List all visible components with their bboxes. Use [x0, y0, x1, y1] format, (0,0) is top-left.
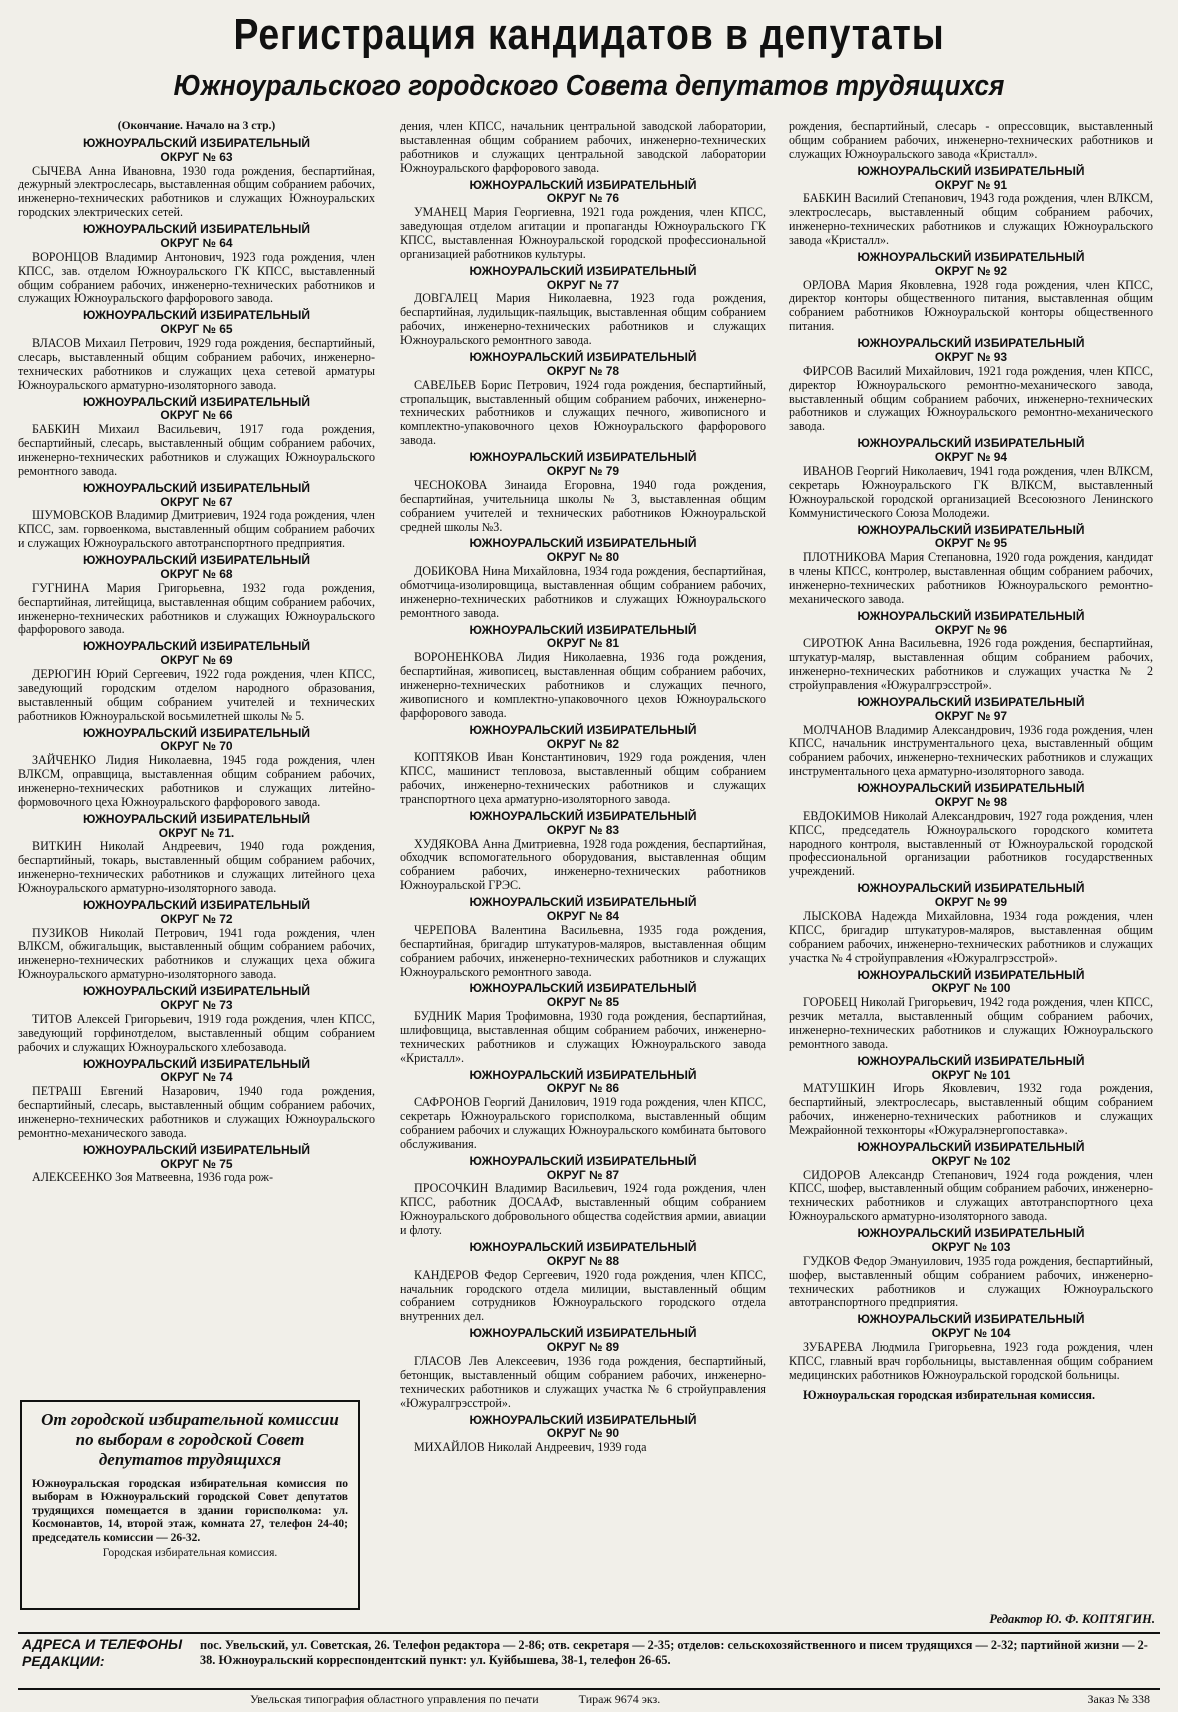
district-heading: ЮЖНОУРАЛЬСКИЙ ИЗБИРАТЕЛЬНЫЙ — [83, 1056, 310, 1071]
district-entry — [18, 727, 375, 810]
district-number: ОКРУГ № 71. — [158, 825, 235, 840]
candidate-text: ДОВГАЛЕЦ Мария Николаевна, 1923 года рождения, беспартийная, лудильщик-паяльщик, выставленная общим собранием рабочих, инженерно-технических работников и служащих Южноуральского ремонтного завода. — [400, 291, 766, 348]
candidate-text: АЛЕКСЕЕНКО Зоя Матвеевна, 1936 года рож- — [32, 1170, 273, 1185]
candidate-text: ДЕРЮГИН Юрий Сергеевич, 1922 года рождения, член КПСС, заведующий городским отделом народного образования, выставленный общим собранием учителей и технических работников Южноуральской восьмилетней школы № 5. — [18, 666, 375, 723]
district-number: ОКРУГ № 84 — [546, 908, 620, 923]
candidate-text: ГУДКОВ Федор Эмануилович, 1935 года рождения, беспартийный, шофер, выставленный общим собранием рабочих, инженерно-технических работников и служащих Южноуральского автотранспортного предприятия. — [789, 1253, 1153, 1310]
district-entry — [789, 610, 1153, 693]
column-2 — [400, 120, 766, 1610]
district-heading: ЮЖНОУРАЛЬСКИЙ ИЗБИРАТЕЛЬНЫЙ — [83, 811, 310, 826]
district-number: ОКРУГ № 76 — [546, 191, 620, 206]
continued-text: дения, член КПСС, начальник центральной заводской лаборатории, выставленная общим собранием рабочих, инженерно-технических работников и служащих центральной заводской лаборатории Южноуральского фарфорового завода. — [400, 120, 766, 175]
column-1 — [18, 120, 375, 1610]
district-heading: ЮЖНОУРАЛЬСКИЙ ИЗБИРАТЕЛЬНЫЙ — [857, 522, 1085, 537]
district-heading: ЮЖНОУРАЛЬСКИЙ ИЗБИРАТЕЛЬНЫЙ — [469, 895, 697, 910]
candidate-text: ШУМОВСКОВ Владимир Дмитриевич, 1924 года рождения, член КПСС, зам. горвоенкома, выставленный общим собранием рабочих и служащих Южноуральского автотранспортного предприятия. — [18, 508, 375, 551]
district-number: ОКРУГ № 99 — [934, 895, 1008, 910]
district-number: ОКРУГ № 101 — [931, 1067, 1011, 1082]
district-entry — [400, 1069, 766, 1152]
page-subtitle: Южноуральского городского Совета депутатов трудящихся — [173, 70, 1005, 102]
candidate-text: ВОРОНЕНКОВА Лидия Николаевна, 1936 года рождения, беспартийная, живописец, выставленная общим собранием рабочих, инженерно-технических работников и служащих печного, живописного и комплектно-упаковочного цехов Южноуральского фарфорового завода. — [400, 650, 766, 720]
candidate-text: ЛЫСКОВА Надежда Михайловна, 1934 года рождения, член КПСС, бригадир штукатуров-маляров, выставленная общим собранием рабочих, инженерно-технических работников и служащих участка № 4 стройуправления «Южуралгрэсстрой». — [789, 908, 1153, 965]
candidate-text: ПРОСОЧКИН Владимир Васильевич, 1924 года рождения, член КПСС, работник ДОСААФ, выставленный общим собранием Южноуральского добровольного общества содействия армии, авиации и флоту. — [400, 1181, 766, 1238]
district-number: ОКРУГ № 90 — [546, 1426, 620, 1441]
imprint-footer — [250, 1692, 1150, 1707]
district-heading: ЮЖНОУРАЛЬСКИЙ ИЗБИРАТЕЛЬНЫЙ — [83, 1142, 310, 1157]
district-entry — [400, 810, 766, 893]
district-entry — [400, 1327, 766, 1410]
district-heading: ЮЖНОУРАЛЬСКИЙ ИЗБИРАТЕЛЬНЫЙ — [857, 163, 1085, 178]
district-entry — [789, 524, 1153, 607]
district-heading: ЮЖНОУРАЛЬСКИЙ ИЗБИРАТЕЛЬНЫЙ — [469, 1326, 697, 1341]
district-entry — [18, 223, 375, 306]
district-entry — [789, 882, 1153, 965]
candidate-text: КОПТЯКОВ Иван Константинович, 1929 года рождения, член КПСС, машинист тепловоза, выставленный общим собранием рабочих, инженерно-технических работников и служащих транспортного цеха арматурно-изоляторного завода. — [400, 750, 766, 807]
district-number: ОКРУГ № 64 — [160, 235, 233, 250]
district-number: ОКРУГ № 86 — [546, 1081, 620, 1096]
district-heading: ЮЖНОУРАЛЬСКИЙ ИЗБИРАТЕЛЬНЫЙ — [83, 135, 310, 150]
candidate-text: МАТУШКИН Игорь Яковлевич, 1932 года рождения, беспартийный, электрослесарь, выставленный общим собранием рабочих, инженерно-технических работников и служащих Межрайонной техконторы «Южуралэнергопоставка». — [789, 1081, 1153, 1138]
district-entry — [18, 1144, 375, 1186]
district-heading: ЮЖНОУРАЛЬСКИЙ ИЗБИРАТЕЛЬНЫЙ — [83, 984, 310, 999]
district-number: ОКРУГ № 89 — [546, 1340, 620, 1355]
district-number: ОКРУГ № 92 — [934, 263, 1008, 278]
district-entry — [789, 437, 1153, 520]
district-heading: ЮЖНОУРАЛЬСКИЙ ИЗБИРАТЕЛЬНЫЙ — [469, 350, 697, 365]
district-entry — [400, 265, 766, 348]
printer-name: Увельская типография областного управления по печати — [250, 1692, 539, 1706]
district-heading: ЮЖНОУРАЛЬСКИЙ ИЗБИРАТЕЛЬНЫЙ — [83, 308, 310, 323]
candidate-text: ГУГНИНА Мария Григорьевна, 1932 года рождения, беспартийная, литейщица, выставленная общим собранием рабочих, инженерно-технических работников и служащих Южноуральского фарфорового завода. — [18, 580, 375, 637]
candidate-text: ВОРОНЦОВ Владимир Антонович, 1923 года рождения, член КПСС, зав. отделом Южноуральского ГК КПСС, выставленный общим собранием рабочих, инженерно-технических работников и служащих Южноуральского фарфорового завода. — [18, 249, 375, 306]
district-heading: ЮЖНОУРАЛЬСКИЙ ИЗБИРАТЕЛЬНЫЙ — [83, 222, 310, 237]
district-heading: ЮЖНОУРАЛЬСКИЙ ИЗБИРАТЕЛЬНЫЙ — [857, 967, 1085, 982]
candidate-text: ЗУБАРЕВА Людмила Григорьевна, 1923 года рождения, член КПСС, главный врач горбольницы, выставленная общим собранием медицинских работников Южноуральской городской больницы. — [789, 1339, 1153, 1382]
district-heading: ЮЖНОУРАЛЬСКИЙ ИЗБИРАТЕЛЬНЫЙ — [469, 263, 697, 278]
candidate-text: ПЕТРАШ Евгений Назарович, 1940 года рождения, беспартийный, слесарь, выставленный общим собранием рабочих, инженерно-технических работников и служащих Южноуральского ремонтно-механического завода. — [18, 1084, 375, 1140]
district-entry — [789, 1313, 1153, 1382]
candidate-text: СИРОТЮК Анна Васильевна, 1926 года рождения, беспартийная, штукатур-маляр, выставленная общим собранием рабочих, инженерно-технических работников и служащих участка № 2 стройуправления «Южуралгрэсстрой». — [789, 636, 1153, 693]
candidate-text: ЧЕРЕПОВА Валентина Васильевна, 1935 года рождения, беспартийная, бригадир штукатуров-маляров, выставленная общим собранием рабочих, инженерно-технических работников и служащих Южноуральского ремонтного завода. — [400, 922, 766, 979]
candidate-text: ИВАНОВ Георгий Николаевич, 1941 года рождения, член ВЛКСМ, секретарь Южноуральского ГК ВЛКСМ, выставленный Южноуральской городской организацией Всесоюзного Ленинского Коммунистического Союза Молодежи. — [789, 463, 1153, 520]
district-number: ОКРУГ № 87 — [546, 1167, 620, 1182]
district-number: ОКРУГ № 73 — [160, 997, 233, 1012]
district-number: ОКРУГ № 94 — [934, 450, 1008, 465]
district-number: ОКРУГ № 82 — [546, 736, 620, 751]
notice-title: От городской избирательной комиссии по выборам в городской Совет депутатов трудящихся — [41, 1410, 339, 1469]
district-heading: ЮЖНОУРАЛЬСКИЙ ИЗБИРАТЕЛЬНЫЙ — [857, 781, 1085, 796]
district-number: ОКРУГ № 97 — [934, 708, 1008, 723]
district-heading: ЮЖНОУРАЛЬСКИЙ ИЗБИРАТЕЛЬНЫЙ — [83, 394, 310, 409]
district-heading: ЮЖНОУРАЛЬСКИЙ ИЗБИРАТЕЛЬНЫЙ — [857, 1312, 1085, 1327]
district-heading: ЮЖНОУРАЛЬСКИЙ ИЗБИРАТЕЛЬНЫЙ — [857, 608, 1085, 623]
district-heading: ЮЖНОУРАЛЬСКИЙ ИЗБИРАТЕЛЬНЫЙ — [469, 722, 697, 737]
district-heading: ЮЖНОУРАЛЬСКИЙ ИЗБИРАТЕЛЬНЫЙ — [469, 808, 697, 823]
candidate-text: УМАНЕЦ Мария Георгиевна, 1921 года рождения, член КПСС, заведующая отделом агитации и пропаганды Южноуральского ГК КПСС, выставленная Южноуральской городской профессиональной организацией работников культуры. — [400, 205, 766, 261]
district-number: ОКРУГ № 85 — [546, 995, 620, 1010]
district-heading: ЮЖНОУРАЛЬСКИЙ ИЗБИРАТЕЛЬНЫЙ — [83, 553, 310, 568]
district-number: ОКРУГ № 93 — [934, 349, 1008, 364]
district-number: ОКРУГ № 66 — [160, 408, 233, 423]
candidate-text: МОЛЧАНОВ Владимир Александрович, 1936 года рождения, член КПСС, начальник инструментального цеха, выставленный общим собранием рабочих, инженерно-технических работников и служащих инструментального цеха арматурно-изоляторного завода. — [789, 722, 1153, 779]
district-heading: ЮЖНОУРАЛЬСКИЙ ИЗБИРАТЕЛЬНЫЙ — [857, 336, 1085, 351]
district-entry — [789, 251, 1153, 334]
candidate-text: ОРЛОВА Мария Яковлевна, 1928 года рождения, член КПСС, директор конторы общественного питания, выставленная общим собранием работников Южноуральской конторы общественного питания. — [789, 277, 1153, 334]
candidate-text: САВЕЛЬЕВ Борис Петрович, 1924 года рождения, беспартийный, стропальщик, выставленный общим собранием рабочих, инженерно-технических работников и служащих печного, живописного и комплектно-упаковочного цехов Южноуральского фарфорового завода. — [400, 377, 766, 448]
district-heading: ЮЖНОУРАЛЬСКИЙ ИЗБИРАТЕЛЬНЫЙ — [857, 1226, 1085, 1241]
district-number: ОКРУГ № 96 — [934, 622, 1008, 637]
district-heading: ЮЖНОУРАЛЬСКИЙ ИЗБИРАТЕЛЬНЫЙ — [83, 639, 310, 654]
district-heading: ЮЖНОУРАЛЬСКИЙ ИЗБИРАТЕЛЬНЫЙ — [857, 1053, 1085, 1068]
district-entry — [789, 165, 1153, 248]
district-entry — [789, 969, 1153, 1052]
district-number: ОКРУГ № 91 — [934, 177, 1008, 192]
candidate-text: СИДОРОВ Александр Степанович, 1924 года рождения, член КПСС, шофер, выставленный общим собранием рабочих, инженерно-технических работников и служащих автотранспортного цеха Южноуральского арматурно-изоляторного завода. — [789, 1167, 1153, 1224]
candidate-text: ЗАЙЧЕНКО Лидия Николаевна, 1945 года рождения, член ВЛКСМ, оправщица, выставленная общим собранием рабочих, инженерно-технических работников и служащих литейно-формовочного цеха Южноуральского фарфорового завода. — [18, 753, 375, 809]
district-entry — [789, 1055, 1153, 1138]
district-heading: ЮЖНОУРАЛЬСКИЙ ИЗБИРАТЕЛЬНЫЙ — [857, 694, 1085, 709]
district-number: ОКРУГ № 80 — [546, 550, 620, 565]
district-heading: ЮЖНОУРАЛЬСКИЙ ИЗБИРАТЕЛЬНЫЙ — [857, 1139, 1085, 1154]
district-number: ОКРУГ № 63 — [160, 149, 233, 164]
divider-bottom — [18, 1688, 1160, 1690]
district-entry — [789, 782, 1153, 879]
district-entry — [18, 1058, 375, 1141]
candidate-text: ПЛОТНИКОВА Мария Степановна, 1920 года рождения, кандидат в члены КПСС, контролер, выставленная общим собранием рабочих, инженерно-технических работников Южноуральского ремонтно-механического завода. — [789, 550, 1153, 606]
district-entry — [18, 554, 375, 637]
district-heading: ЮЖНОУРАЛЬСКИЙ ИЗБИРАТЕЛЬНЫЙ — [469, 177, 697, 192]
district-entry — [400, 982, 766, 1065]
district-number: ОКРУГ № 69 — [160, 653, 233, 668]
district-entry — [400, 896, 766, 979]
notice-signature: Городская избирательная комиссия. — [102, 1547, 278, 1560]
candidate-text: СЫЧЕВА Анна Ивановна, 1930 года рождения, беспартийная, дежурный электрослесарь, выставленная общим собранием рабочих, инженерно-технических работников и служащих Южноуральских городских электрических сетей. — [18, 163, 375, 220]
district-number: ОКРУГ № 79 — [546, 463, 620, 478]
intro-note: (Окончание. Начало на 3 стр.) — [117, 120, 276, 132]
candidate-text: ХУДЯКОВА Анна Дмитриевна, 1928 года рождения, беспартийная, обходчик вспомогательного оборудования, выставленная общим собранием рабочих, инженерно-технических работников Южноуральской ГРЭС. — [400, 836, 766, 893]
district-number: ОКРУГ № 67 — [160, 494, 233, 509]
candidate-text: ФИРСОВ Василий Михайлович, 1921 года рождения, член КПСС, директор Южноуральского ремонтно-механического завода, выставленный общим собранием рабочих, инженерно-технических работников и служащих Южноуральского ремонтно-механического завода. — [789, 363, 1153, 434]
district-heading: ЮЖНОУРАЛЬСКИЙ ИЗБИРАТЕЛЬНЫЙ — [857, 249, 1085, 264]
candidate-text: БАБКИН Василий Степанович, 1943 года рождения, член ВЛКСМ, электрослесарь, выставленный общим собранием рабочих, инженерно-технических работников и служащих Южноуральского завода «Кристалл». — [789, 191, 1153, 248]
district-heading: ЮЖНОУРАЛЬСКИЙ ИЗБИРАТЕЛЬНЫЙ — [83, 480, 310, 495]
district-heading: ЮЖНОУРАЛЬСКИЙ ИЗБИРАТЕЛЬНЫЙ — [857, 881, 1085, 896]
candidate-text: ДОБИКОВА Нина Михайловна, 1934 года рождения, беспартийная, обмотчица-изолировщица, выставленная общим собранием рабочих, инженерно-технических работников и служащих Южноуральского ремонтного завода. — [400, 564, 766, 620]
candidate-text: БАБКИН Михаил Васильевич, 1917 года рождения, беспартийный, слесарь, выставленный общим собранием рабочих, инженерно-технических работников и служащих Южноуральского ремонтного завода. — [18, 422, 375, 478]
district-heading: ЮЖНОУРАЛЬСКИЙ ИЗБИРАТЕЛЬНЫЙ — [469, 536, 697, 551]
district-entry — [400, 1155, 766, 1238]
district-heading: ЮЖНОУРАЛЬСКИЙ ИЗБИРАТЕЛЬНЫЙ — [83, 725, 310, 740]
district-number: ОКРУГ № 70 — [160, 739, 233, 754]
district-number: ОКРУГ № 100 — [931, 981, 1011, 996]
election-commission-notice — [20, 1400, 360, 1610]
address-label: АДРЕСА И ТЕЛЕФОНЫ РЕДАКЦИИ: — [22, 1636, 183, 1669]
district-number: ОКРУГ № 75 — [160, 1156, 233, 1171]
commission-signature: Южноуральская городская избирательная комиссия. — [803, 1387, 1095, 1402]
continued-text: рождения, беспартийный, слесарь - опрессовщик, выставленный общим собранием рабочих, инженерно-технических работников и служащих Южноуральского завода «Кристалл». — [789, 120, 1153, 161]
district-number: ОКРУГ № 88 — [546, 1253, 620, 1268]
district-heading: ЮЖНОУРАЛЬСКИЙ ИЗБИРАТЕЛЬНЫЙ — [857, 436, 1085, 451]
district-entry — [789, 1227, 1153, 1310]
district-entry — [400, 1414, 766, 1456]
district-number: ОКРУГ № 77 — [546, 277, 620, 292]
district-number: ОКРУГ № 81 — [546, 636, 620, 651]
district-number: ОКРУГ № 78 — [546, 363, 620, 378]
district-number: ОКРУГ № 72 — [160, 911, 233, 926]
district-entry — [18, 899, 375, 982]
district-number: ОКРУГ № 103 — [931, 1239, 1011, 1254]
district-number: ОКРУГ № 95 — [934, 536, 1008, 551]
district-entry — [18, 396, 375, 479]
address-text: пос. Увельский, ул. Советская, 26. Телефон редактора — 2-86; отв. секретаря — 2-35; отделов: сельскохозяйственного и писем трудящихся — 2-32; партийной жизни — 2-38. Южноуральский корреспондентский пункт: ул. Куйбышева, 38-1, телефон 26-65. — [200, 1638, 1148, 1667]
candidate-text: ЧЕСНОКОВА Зинаида Егоровна, 1940 года рождения, беспартийная, учительница школы № 3, выставленная общим собранием учителей и технических работников Южноуральской средней школы №3. — [400, 477, 766, 534]
district-heading: ЮЖНОУРАЛЬСКИЙ ИЗБИРАТЕЛЬНЫЙ — [469, 622, 697, 637]
candidate-text: БУДНИК Мария Трофимовна, 1930 года рождения, беспартийная, шлифовщица, выставленная общим собранием рабочих, инженерно-технических работников и служащих Южноуральского завода «Кристалл». — [400, 1009, 766, 1065]
district-number: ОКРУГ № 102 — [931, 1153, 1011, 1168]
district-entry — [18, 813, 375, 896]
district-entry — [400, 1241, 766, 1324]
district-number: ОКРУГ № 74 — [160, 1070, 233, 1085]
district-number: ОКРУГ № 68 — [160, 566, 233, 581]
district-heading: ЮЖНОУРАЛЬСКИЙ ИЗБИРАТЕЛЬНЫЙ — [469, 1153, 697, 1168]
candidate-text: МИХАЙЛОВ Николай Андреевич, 1939 года — [414, 1440, 647, 1455]
district-number: ОКРУГ № 104 — [931, 1326, 1011, 1341]
candidate-text: ВЛАСОВ Михаил Петрович, 1929 года рождения, беспартийный, слесарь, выставленный общим собранием рабочих, инженерно-технических работников и служащих цеха сетевой арматуры Южноуральского арматурно-изоляторного завода. — [18, 335, 375, 392]
page-title: Регистрация кандидатов в депутаты — [233, 10, 945, 59]
candidate-text: ВИТКИН Николай Андреевич, 1940 года рождения, беспартийный, токарь, выставленный общим собранием рабочих, инженерно-технических работников и служащих литейного цеха Южноуральского арматурно-изоляторного завода. — [18, 839, 375, 896]
district-heading: ЮЖНОУРАЛЬСКИЙ ИЗБИРАТЕЛЬНЫЙ — [469, 450, 697, 465]
candidate-text: ГОРОБЕЦ Николай Григорьевич, 1942 года рождения, член КПСС, резчик металла, выставленный общим собранием рабочих, инженерно-технических работников и служащих Южноуральского ремонтного завода. — [789, 995, 1153, 1051]
candidate-text: САФРОНОВ Георгий Данилович, 1919 года рождения, член КПСС, секретарь Южноуральского горисполкома, выставленный общим собранием рабочих и служащих Южноуральского комбината бытового обслуживания. — [400, 1095, 766, 1151]
district-entry — [400, 451, 766, 534]
district-number: ОКРУГ № 83 — [546, 822, 620, 837]
candidate-text: КАНДЕРОВ Федор Сергеевич, 1920 года рождения, член КПСС, начальник городского отдела милиции, выставленный общим собранием сотрудников Южноуральского городского отдела внутренних дел. — [400, 1267, 766, 1324]
candidate-text: ЕВДОКИМОВ Николай Александрович, 1927 года рождения, член КПСС, председатель Южноуральского городского комитета народного контроля, выставленный от Южноуральской городской профессиональной организации работников государственных учреждений. — [789, 808, 1153, 879]
order-number: Заказ № 338 — [1087, 1692, 1150, 1706]
divider-top — [18, 1632, 1160, 1634]
district-entry — [400, 624, 766, 721]
district-entry — [18, 482, 375, 551]
candidate-text: ТИТОВ Алексей Григорьевич, 1919 года рождения, член КПСС, заведующий горфинотделом, выставленный общим собранием рабочих и служащих Южноуральского хлебозавода. — [18, 1011, 375, 1054]
district-number: ОКРУГ № 98 — [934, 794, 1008, 809]
district-entry — [789, 1141, 1153, 1224]
circulation: Тираж 9674 экз. — [578, 1692, 661, 1706]
district-entry — [18, 309, 375, 392]
district-entry — [400, 351, 766, 448]
district-number: ОКРУГ № 65 — [160, 322, 233, 337]
district-entry — [789, 696, 1153, 779]
district-entry — [400, 179, 766, 262]
district-heading: ЮЖНОУРАЛЬСКИЙ ИЗБИРАТЕЛЬНЫЙ — [469, 1067, 697, 1082]
district-entry — [18, 137, 375, 220]
district-heading: ЮЖНОУРАЛЬСКИЙ ИЗБИРАТЕЛЬНЫЙ — [469, 1240, 697, 1255]
district-entry — [18, 985, 375, 1054]
district-entry — [400, 537, 766, 620]
district-entry — [18, 640, 375, 723]
candidate-text: ПУЗИКОВ Николай Петрович, 1941 года рождения, член ВЛКСМ, обжигальщик, выставленный общим собранием рабочих, инженерно-технических работников и служащих цеха обжига Южноуральского арматурно-изоляторного завода. — [18, 925, 375, 982]
district-heading: ЮЖНОУРАЛЬСКИЙ ИЗБИРАТЕЛЬНЫЙ — [469, 1412, 697, 1427]
notice-body: Южноуральская городская избирательная комиссия по выборам в Южноуральский городской Совет депутатов трудящихся помещается в здании горисполкома: ул. Космонавтов, 14, второй этаж, комната 27, телефон 24-40; председатель комиссии — 26-32. — [32, 1478, 348, 1544]
column-3 — [789, 120, 1153, 1610]
editor-signature: Редактор Ю. Ф. КОПТЯГИН. — [989, 1612, 1155, 1626]
district-heading: ЮЖНОУРАЛЬСКИЙ ИЗБИРАТЕЛЬНЫЙ — [469, 981, 697, 996]
district-entry — [400, 724, 766, 807]
district-heading: ЮЖНОУРАЛЬСКИЙ ИЗБИРАТЕЛЬНЫЙ — [83, 897, 310, 912]
candidate-text: ГЛАСОВ Лев Алексеевич, 1936 года рождения, беспартийный, бетонщик, выставленный общим собранием рабочих, инженерно-технических работников и служащих участка № 6 стройуправления «Южуралгрэсстрой». — [400, 1353, 766, 1410]
district-entry — [789, 337, 1153, 434]
